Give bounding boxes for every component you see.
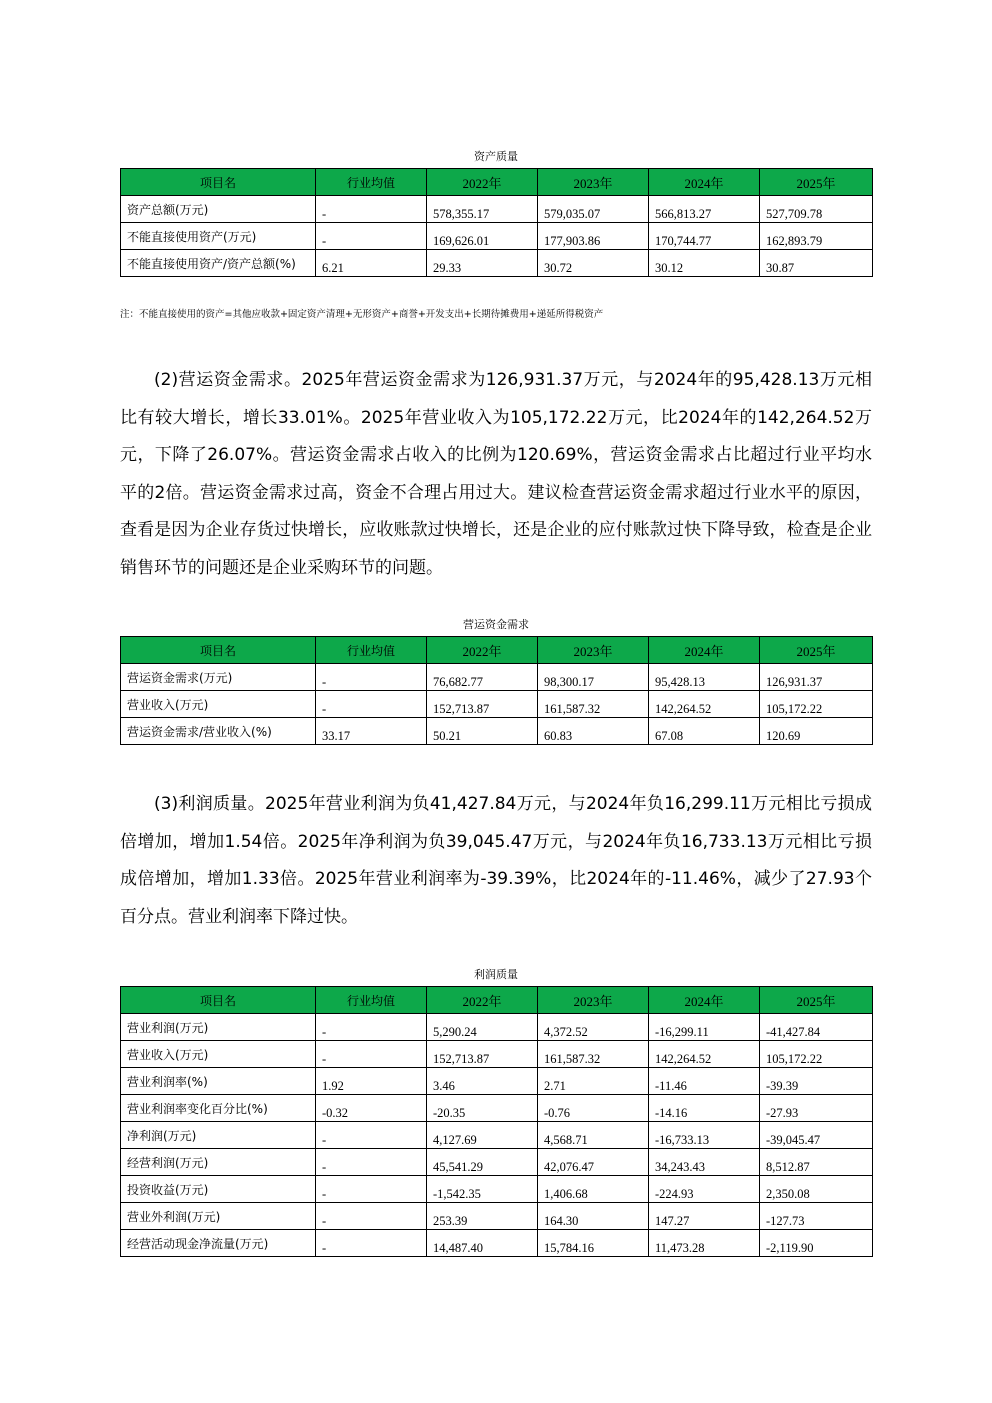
column-header: 行业均值	[316, 987, 427, 1014]
table-cell: -2,119.90	[760, 1230, 873, 1257]
table-cell: -39.39	[760, 1068, 873, 1095]
table-row	[121, 691, 873, 718]
column-header: 项目名	[121, 987, 316, 1014]
column-header: 2022年	[427, 169, 538, 196]
table-cell: -39,045.47	[760, 1122, 873, 1149]
table-cell: 3.46	[427, 1068, 538, 1095]
table-caption-working-capital: 营运资金需求	[463, 618, 529, 631]
table-cell: -224.93	[649, 1176, 760, 1203]
table-cell: -	[316, 691, 427, 718]
table-cell: -1,542.35	[427, 1176, 538, 1203]
paragraph-text: (2)营运资金需求。2025年营运资金需求为126,931.37万元，与2024年的95,428.13万元相比有较大增长，增长33.01%。2025年营业收入为105,172.22万元，比2024年的142,264.52万元，下降了26.07%。营运资金需求占收入的比例为120.69%，营运资金需求占比超过行业平均水平的2倍。营运资金需求过高，资金不合理占用过大。建议检查营运资金需求超过行业水平的原因，查看是因为企业存货过快增长，应收账款过快增长，还是企业的应付账款过快下降导致，检查是企业销售环节的问题还是企业采购环节的问题。	[120, 370, 872, 578]
table-cell: 142,264.52	[649, 691, 760, 718]
table-cell: 1,406.68	[538, 1176, 649, 1203]
column-header: 2022年	[427, 987, 538, 1014]
table-cell: 161,587.32	[538, 691, 649, 718]
column-header: 2024年	[649, 169, 760, 196]
table-cell: 126,931.37	[760, 664, 873, 691]
table-cell: 45,541.29	[427, 1149, 538, 1176]
table-cell: 30.87	[760, 250, 873, 277]
column-header: 2023年	[538, 637, 649, 664]
table-cell: -	[316, 1041, 427, 1068]
row-label: 营业利润(万元)	[121, 1014, 316, 1041]
table-cell: 50.21	[427, 718, 538, 745]
table-cell: -27.93	[760, 1095, 873, 1122]
table-cell: 95,428.13	[649, 664, 760, 691]
table-cell: 2.71	[538, 1068, 649, 1095]
column-header: 2022年	[427, 637, 538, 664]
table-row	[121, 1230, 873, 1257]
row-label: 营运资金需求(万元)	[121, 664, 316, 691]
row-label: 营运资金需求/营业收入(%)	[121, 718, 316, 745]
table-cell: -127.73	[760, 1203, 873, 1230]
table-caption-profit-quality: 利润质量	[474, 968, 518, 981]
row-label: 营业收入(万元)	[121, 691, 316, 718]
column-header: 2024年	[649, 987, 760, 1014]
table-row	[121, 718, 873, 745]
row-label: 营业收入(万元)	[121, 1041, 316, 1068]
table-cell: 147.27	[649, 1203, 760, 1230]
table-cell: -	[316, 1014, 427, 1041]
table-cell: 4,372.52	[538, 1014, 649, 1041]
table-cell: 105,172.22	[760, 1041, 873, 1068]
table-caption-asset-quality: 资产质量	[474, 150, 518, 163]
table-cell: 14,487.40	[427, 1230, 538, 1257]
table-cell: 8,512.87	[760, 1149, 873, 1176]
column-header: 项目名	[121, 169, 316, 196]
table-row	[121, 223, 873, 250]
paragraph-working-capital	[120, 362, 872, 588]
table-cell: 169,626.01	[427, 223, 538, 250]
table-row	[121, 1122, 873, 1149]
table-cell: 105,172.22	[760, 691, 873, 718]
paragraph-text: (3)利润质量。2025年营业利润为负41,427.84万元，与2024年负16,299.11万元相比亏损成倍增加，增加1.54倍。2025年净利润为负39,045.47万元，与2024年负16,733.13万元相比亏损成倍增加，增加1.33倍。2025年营业利润率为-39.39%，比2024年的-11.46%，减少了27.93个百分点。营业利润率下降过快。	[120, 794, 872, 927]
table-cell: 579,035.07	[538, 196, 649, 223]
asset-quality-table	[120, 168, 873, 277]
table-footnote: 注：不能直接使用的资产=其他应收款+固定资产清理+无形资产+商誉+开发支出+长期待摊费用+递延所得税资产	[120, 309, 604, 320]
table-cell: 30.12	[649, 250, 760, 277]
table-cell: 42,076.47	[538, 1149, 649, 1176]
table-cell: 120.69	[760, 718, 873, 745]
table-cell: 2,350.08	[760, 1176, 873, 1203]
table-cell: 177,903.86	[538, 223, 649, 250]
table-cell: -16,299.11	[649, 1014, 760, 1041]
column-header: 2025年	[760, 637, 873, 664]
table-cell: -	[316, 196, 427, 223]
row-label: 不能直接使用资产(万元)	[121, 223, 316, 250]
row-label: 不能直接使用资产/资产总额(%)	[121, 250, 316, 277]
table-cell: 76,682.77	[427, 664, 538, 691]
table-cell: -14.16	[649, 1095, 760, 1122]
table-row	[121, 1068, 873, 1095]
table-header-row	[121, 637, 873, 664]
table-row	[121, 664, 873, 691]
table-cell: 29.33	[427, 250, 538, 277]
table-cell: 527,709.78	[760, 196, 873, 223]
table-row	[121, 1176, 873, 1203]
table-cell: 11,473.28	[649, 1230, 760, 1257]
table-row	[121, 196, 873, 223]
table-cell: 578,355.17	[427, 196, 538, 223]
table-cell: -0.32	[316, 1095, 427, 1122]
table-cell: 170,744.77	[649, 223, 760, 250]
row-label: 营业利润率变化百分比(%)	[121, 1095, 316, 1122]
column-header: 2025年	[760, 169, 873, 196]
row-label: 营业外利润(万元)	[121, 1203, 316, 1230]
table-cell: 566,813.27	[649, 196, 760, 223]
table-cell: -	[316, 1149, 427, 1176]
table-cell: 5,290.24	[427, 1014, 538, 1041]
table-cell: 152,713.87	[427, 1041, 538, 1068]
table-cell: 98,300.17	[538, 664, 649, 691]
table-header-row	[121, 169, 873, 196]
table-header-row	[121, 987, 873, 1014]
table-cell: 253.39	[427, 1203, 538, 1230]
table-row	[121, 1149, 873, 1176]
column-header: 2023年	[538, 987, 649, 1014]
table-cell: -	[316, 664, 427, 691]
table-cell: 1.92	[316, 1068, 427, 1095]
column-header: 行业均值	[316, 637, 427, 664]
table-cell: -11.46	[649, 1068, 760, 1095]
table-cell: 34,243.43	[649, 1149, 760, 1176]
row-label: 投资收益(万元)	[121, 1176, 316, 1203]
table-cell: 30.72	[538, 250, 649, 277]
table-cell: -	[316, 1176, 427, 1203]
column-header: 项目名	[121, 637, 316, 664]
table-cell: -	[316, 1230, 427, 1257]
table-cell: 152,713.87	[427, 691, 538, 718]
table-cell: 4,568.71	[538, 1122, 649, 1149]
table-row	[121, 1095, 873, 1122]
row-label: 营业利润率(%)	[121, 1068, 316, 1095]
table-cell: 162,893.79	[760, 223, 873, 250]
row-label: 经营活动现金净流量(万元)	[121, 1230, 316, 1257]
table-cell: -0.76	[538, 1095, 649, 1122]
table-cell: -	[316, 223, 427, 250]
column-header: 2024年	[649, 637, 760, 664]
row-label: 资产总额(万元)	[121, 196, 316, 223]
paragraph-profit-quality	[120, 786, 872, 936]
profit-quality-table	[120, 986, 873, 1257]
table-row	[121, 250, 873, 277]
table-cell: -	[316, 1122, 427, 1149]
table-cell: 33.17	[316, 718, 427, 745]
working-capital-table	[120, 636, 873, 745]
table-cell: -20.35	[427, 1095, 538, 1122]
table-cell: 6.21	[316, 250, 427, 277]
table-cell: 161,587.32	[538, 1041, 649, 1068]
column-header: 2023年	[538, 169, 649, 196]
table-row	[121, 1014, 873, 1041]
table-row	[121, 1203, 873, 1230]
row-label: 经营利润(万元)	[121, 1149, 316, 1176]
table-cell: -	[316, 1203, 427, 1230]
row-label: 净利润(万元)	[121, 1122, 316, 1149]
table-row	[121, 1041, 873, 1068]
table-cell: -16,733.13	[649, 1122, 760, 1149]
table-cell: 15,784.16	[538, 1230, 649, 1257]
column-header: 2025年	[760, 987, 873, 1014]
column-header: 行业均值	[316, 169, 427, 196]
table-cell: 164.30	[538, 1203, 649, 1230]
table-cell: 142,264.52	[649, 1041, 760, 1068]
table-cell: 60.83	[538, 718, 649, 745]
table-cell: 4,127.69	[427, 1122, 538, 1149]
table-cell: 67.08	[649, 718, 760, 745]
table-cell: -41,427.84	[760, 1014, 873, 1041]
